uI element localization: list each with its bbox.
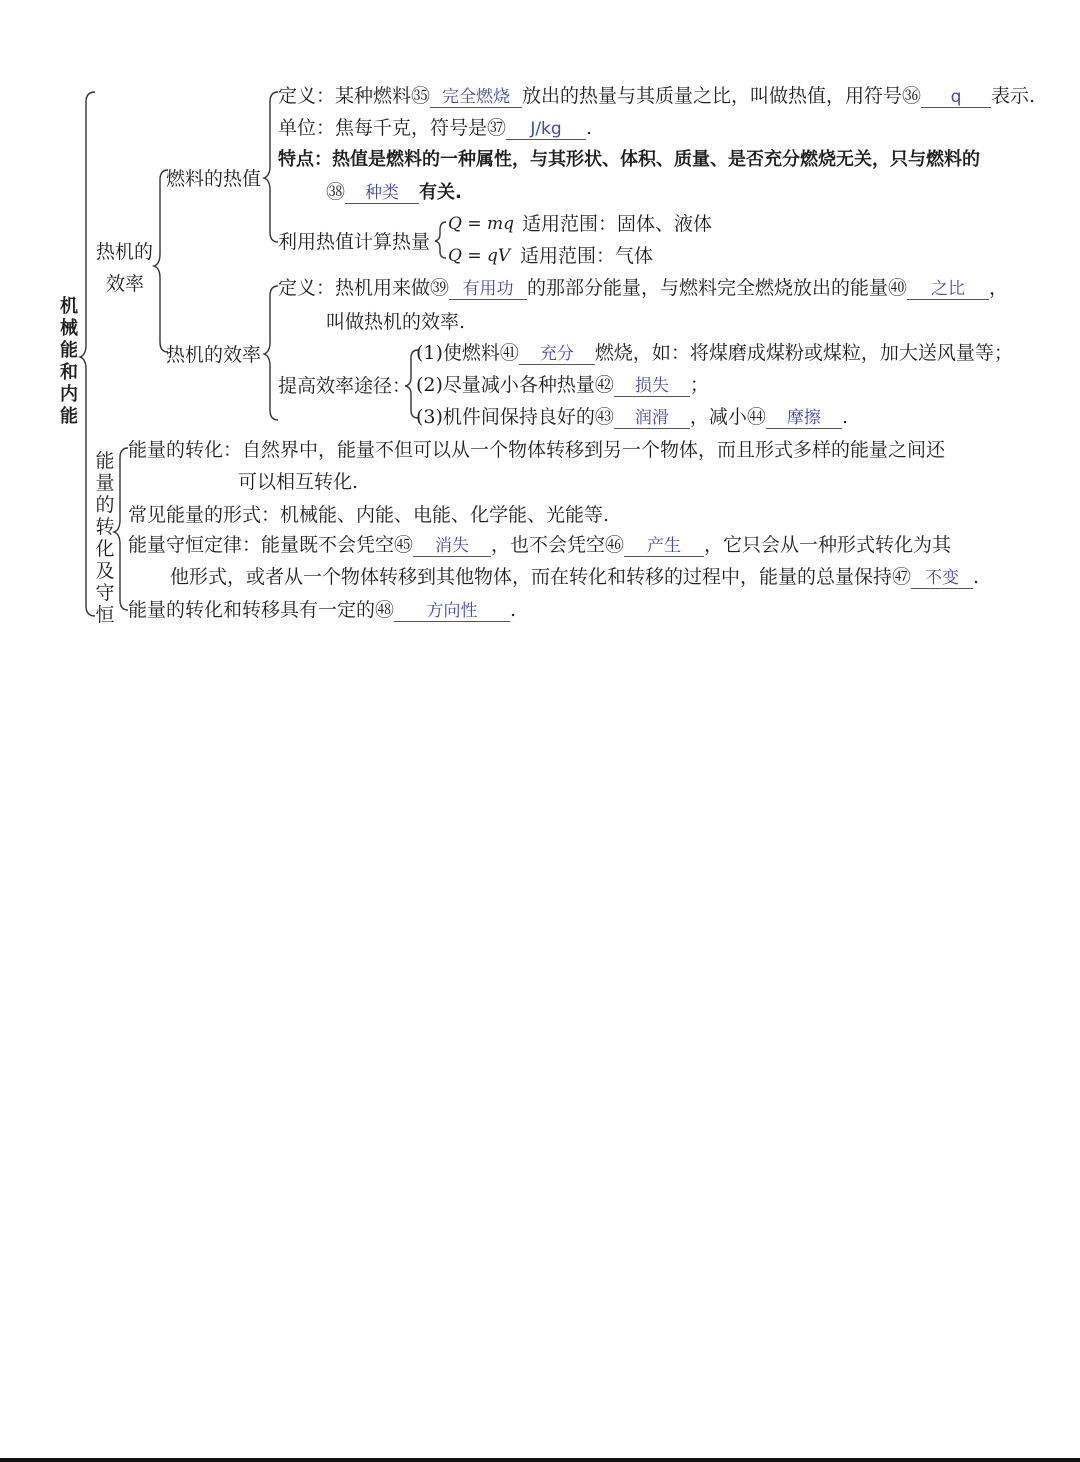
formula-mq: Q = mq — [448, 214, 514, 234]
fuel-heat-title: 燃料的热值 — [166, 168, 262, 190]
answer-blank: 方向性 — [394, 601, 510, 622]
efficiency-title-line1: 热机的 — [96, 241, 154, 263]
root-title: 机械能和内能 — [60, 296, 78, 427]
conversion-line1: 能量的转化：自然界中，能量不但可以从一个物体转移到另一个物体，而且形式多样的能量之间还 — [128, 439, 946, 461]
fuel-feature-line2: ㊳ 种类 有关. — [326, 181, 462, 203]
scope-solid-liquid: 适用范围：固体、液体 — [522, 213, 713, 235]
calc-label: 利用热值计算热量 — [278, 231, 431, 253]
engine-efficiency-title: 热机的效率 — [166, 344, 262, 366]
answer-blank: 完全燃烧 — [430, 87, 522, 108]
engine-definition-line2: 叫做热机的效率. — [326, 311, 466, 333]
answer-blank: 摩擦 — [766, 408, 842, 429]
improve-item-1: (1)使燃料㊶ 充分 燃烧，如：将煤磨成煤粉或煤粒，加大送风量等； — [416, 342, 1013, 364]
answer-blank: J/kg — [506, 119, 586, 140]
fuel-feature-line1: 特点：热值是燃料的一种属性，与其形状、体积、质量、是否充分燃烧无关，只与燃料的 — [278, 149, 980, 170]
improve-label: 提高效率途径： — [278, 375, 412, 397]
conservation-law: 能量守恒定律：能量既不会凭空㊺ 消失 ，也不会凭空㊻ 产生 ，它只会从一种形式转化为其 — [128, 534, 952, 556]
formula-qv: Q = qV — [448, 246, 511, 266]
answer-blank: 消失 — [413, 536, 491, 557]
efficiency-title-line2: 效率 — [106, 273, 145, 295]
engine-definition: 定义：热机用来做㊴ 有用功 的那部分能量，与燃料完全燃烧放出的能量㊵ 之比 ， — [278, 277, 1009, 299]
answer-blank: 不变 — [911, 568, 973, 589]
energy-forms: 常见能量的形式：机械能、内能、电能、化学能、光能等. — [128, 504, 610, 526]
conservation-title: 能量的转化及守恒 — [95, 450, 115, 626]
answer-blank: 损失 — [614, 376, 690, 397]
energy-direction: 能量的转化和转移具有一定的㊽ 方向性 . — [128, 599, 517, 621]
answer-blank: 种类 — [345, 183, 419, 204]
answer-blank: 产生 — [624, 536, 704, 557]
answer-blank: q — [921, 87, 991, 108]
answer-blank: 润滑 — [614, 408, 690, 429]
bottom-border — [0, 1458, 1080, 1462]
fuel-definition: 定义：某种燃料㉟ 完全燃烧 放出的热量与其质量之比，叫做热值，用符号㊱ q 表示. — [278, 85, 1036, 107]
answer-blank: 充分 — [519, 344, 595, 365]
improve-item-2: (2)尽量减小各种热量㊷ 损失 ； — [416, 374, 709, 396]
conversion-line2: 可以相互转化. — [238, 471, 359, 493]
answer-blank: 之比 — [907, 279, 989, 300]
answer-blank: 有用功 — [449, 279, 527, 300]
improve-item-3: (3)机件间保持良好的㊸ 润滑 ，减小㊹ 摩擦 . — [416, 406, 848, 428]
scope-gas: 适用范围：气体 — [520, 245, 654, 267]
conservation-law-line2: 他形式，或者从一个物体转移到其他物体，而在转化和转移的过程中，能量的总量保持㊼ 不变 . — [170, 566, 980, 588]
fuel-unit: 单位：焦每千克，符号是㊲ J/kg . — [278, 117, 593, 139]
